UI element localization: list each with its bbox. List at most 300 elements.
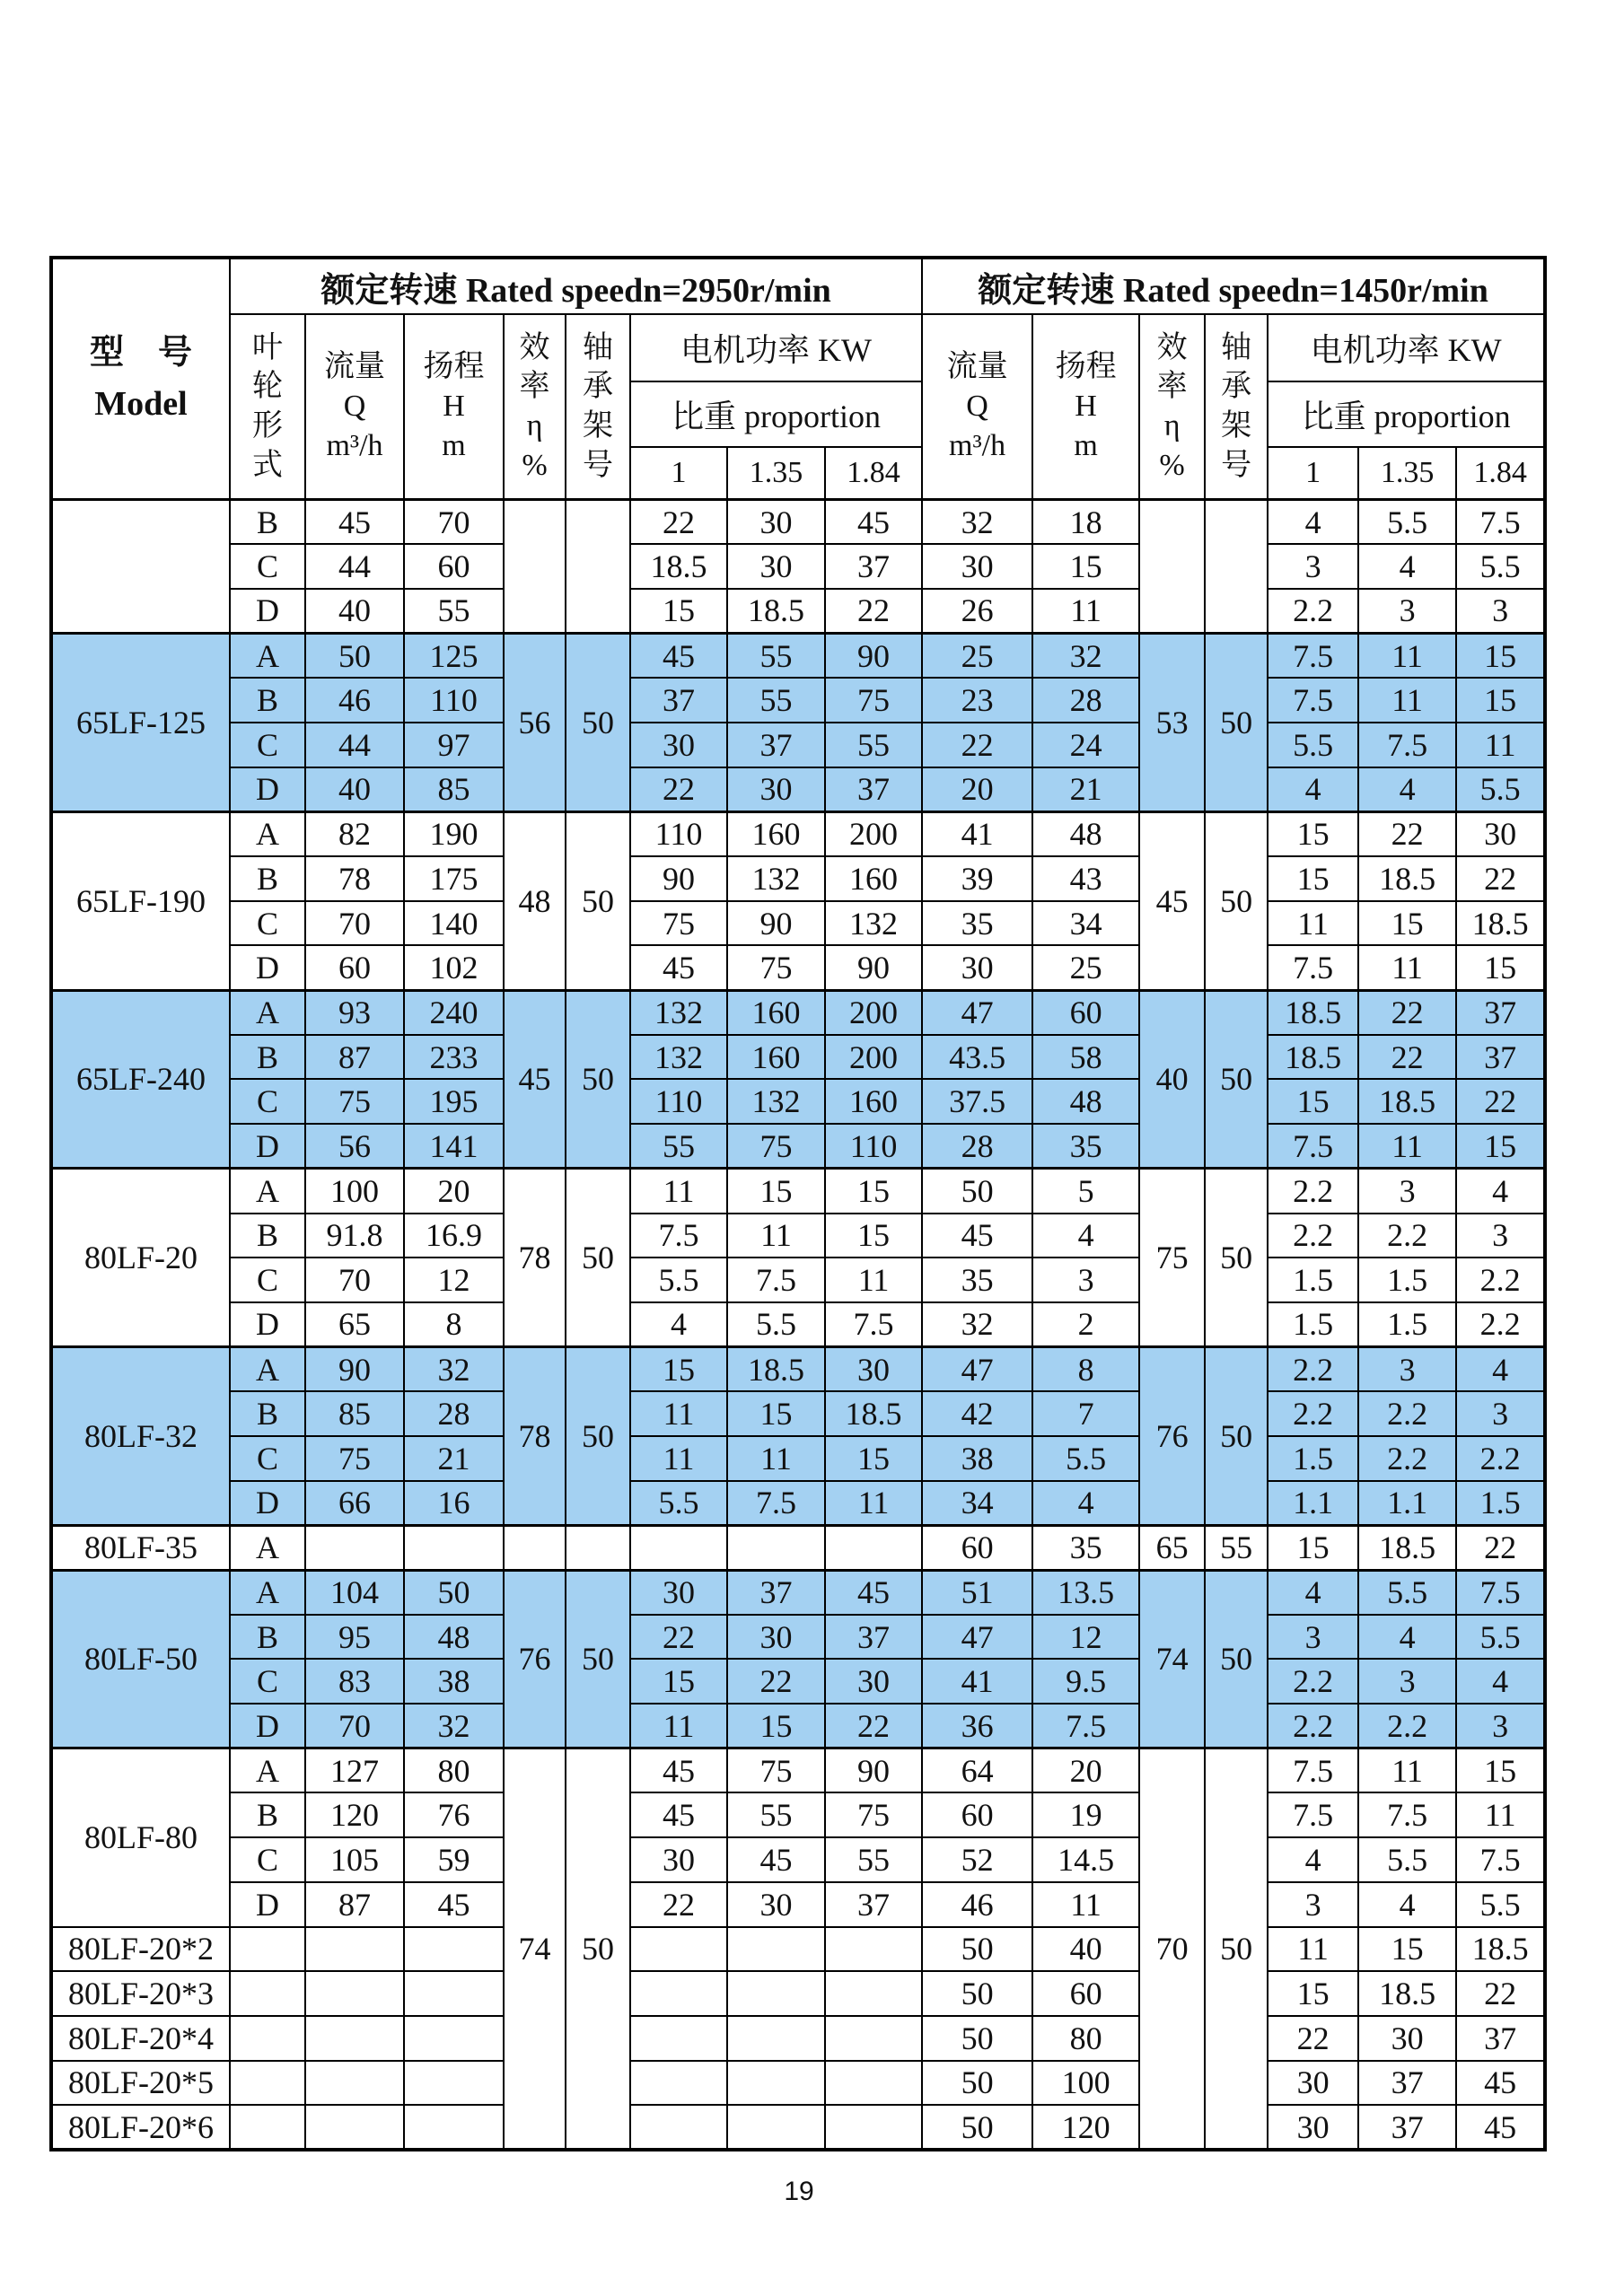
flow-1450-cell: 47 — [922, 1615, 1032, 1660]
flow-1450-cell: 45 — [922, 1214, 1032, 1258]
model-cell: 80LF-80 — [51, 1748, 230, 1927]
power-1450-ratio1-cell: 18.5 — [1268, 990, 1358, 1035]
power-1450-ratio2-cell: 11 — [1358, 1748, 1456, 1793]
flow-1450-cell: 50 — [922, 2016, 1032, 2061]
flow-2950-cell: 60 — [305, 945, 404, 990]
flow-1450-cell: 20 — [922, 767, 1032, 812]
power-2950-ratio1-cell: 22 — [630, 500, 727, 545]
power-1450-ratio3-cell: 45 — [1456, 2061, 1545, 2106]
power-2950-ratio1-cell — [630, 2061, 727, 2106]
flow-2950-cell: 70 — [305, 1258, 404, 1302]
table-row — [51, 634, 1545, 679]
head-1450-cell: 100 — [1032, 2061, 1139, 2106]
impeller-cell: A — [230, 1525, 305, 1570]
power-2950-ratio2-cell: 22 — [727, 1659, 825, 1704]
impeller-cell: D — [230, 1124, 305, 1169]
power-1450-ratio1-cell: 7.5 — [1268, 1748, 1358, 1793]
power-2950-ratio3-cell — [825, 1927, 922, 1972]
power-2950-ratio1-cell: 110 — [630, 811, 727, 856]
flow-1450-cell: 26 — [922, 589, 1032, 634]
power-2950-ratio1-cell: 55 — [630, 1124, 727, 1169]
power-1450-ratio3-cell: 30 — [1456, 811, 1545, 856]
flow-2950-cell: 75 — [305, 1436, 404, 1481]
flow-1450-cell: 37.5 — [922, 1079, 1032, 1124]
flow-2950-cell — [305, 1971, 404, 2016]
flow-2950-cell — [305, 2016, 404, 2061]
head-1450-cell: 48 — [1032, 811, 1139, 856]
flow-1450-cell: 38 — [922, 1436, 1032, 1481]
power-2950-ratio2-cell: 30 — [727, 767, 825, 812]
table-row — [51, 1971, 1545, 2016]
table-row — [51, 1079, 1545, 1124]
flow-1450-cell: 30 — [922, 945, 1032, 990]
flow-2950-cell — [305, 1927, 404, 1972]
head-2950-cell: 48 — [404, 1615, 504, 1660]
power-1450-ratio3-cell: 22 — [1456, 1971, 1545, 2016]
power-1450-ratio3-cell: 4 — [1456, 1347, 1545, 1392]
power-2950-ratio3-cell: 30 — [825, 1659, 922, 1704]
bearing-1450-cell: 50 — [1205, 634, 1268, 812]
power-2950-ratio3-cell: 132 — [825, 901, 922, 946]
power-2950-ratio2-cell: 37 — [727, 723, 825, 767]
efficiency-1450-cell: 45 — [1139, 811, 1205, 990]
flow-2950-cell: 85 — [305, 1391, 404, 1436]
power-1450-ratio1-cell: 1.5 — [1268, 1258, 1358, 1302]
impeller-cell: C — [230, 1837, 305, 1882]
power-2950-ratio1-cell: 4 — [630, 1302, 727, 1347]
efficiency-2950-cell: 74 — [504, 1748, 566, 2150]
bearing-2950-cell — [566, 500, 630, 634]
power-1450-ratio3-cell: 15 — [1456, 945, 1545, 990]
power-2950-ratio1-cell: 30 — [630, 1570, 727, 1615]
efficiency-2950-cell: 48 — [504, 811, 566, 990]
ratio-184-1450-header: 1.84 — [1456, 447, 1545, 500]
power-2950-ratio3-cell: 45 — [825, 1570, 922, 1615]
power-2950-ratio1-cell: 11 — [630, 1704, 727, 1748]
power-2950-ratio1-cell — [630, 1525, 727, 1570]
bearing-2950-cell: 50 — [566, 1169, 630, 1347]
bearing-2950-cell: 50 — [566, 811, 630, 990]
table-row — [51, 1792, 1545, 1837]
power-1450-ratio1-cell: 18.5 — [1268, 1035, 1358, 1080]
table-row — [51, 1704, 1545, 1748]
bearing-2950-cell: 50 — [566, 1570, 630, 1748]
ratio-135-2950-header: 1.35 — [727, 447, 825, 500]
power-1450-ratio3-cell: 15 — [1456, 678, 1545, 723]
power-2950-ratio2-cell: 75 — [727, 1124, 825, 1169]
head-2950-cell: 59 — [404, 1837, 504, 1882]
power-2950-ratio1-cell: 5.5 — [630, 1481, 727, 1526]
bearing-1450-cell: 50 — [1205, 1570, 1268, 1748]
power-1450-ratio2-cell: 5.5 — [1358, 500, 1456, 545]
impeller-cell — [230, 2105, 305, 2150]
power-2950-ratio1-cell — [630, 1927, 727, 1972]
flow-2950-cell: 75 — [305, 1079, 404, 1124]
power-2950-ratio3-cell: 37 — [825, 767, 922, 812]
power-2950-ratio2-cell: 7.5 — [727, 1481, 825, 1526]
flow-2950-cell: 40 — [305, 589, 404, 634]
flow-2950-cell: 90 — [305, 1347, 404, 1392]
power-2950-ratio2-cell: 30 — [727, 1882, 825, 1927]
power-1450-ratio1-cell: 3 — [1268, 1882, 1358, 1927]
table-row — [51, 1525, 1545, 1570]
table-row — [51, 2105, 1545, 2150]
head-1450-cell: 40 — [1032, 1927, 1139, 1972]
power-1450-ratio3-cell: 2.2 — [1456, 1258, 1545, 1302]
impeller-cell: A — [230, 990, 305, 1035]
power-1450-ratio1-cell: 4 — [1268, 500, 1358, 545]
flow-1450-cell: 28 — [922, 1124, 1032, 1169]
head-2950-cell: 60 — [404, 544, 504, 589]
power-1450-ratio3-cell: 2.2 — [1456, 1436, 1545, 1481]
flow-2950-cell: 40 — [305, 767, 404, 812]
model-cell: 65LF-125 — [51, 634, 230, 812]
flow-2950-cell: 44 — [305, 544, 404, 589]
power-1450-ratio1-cell: 2.2 — [1268, 1391, 1358, 1436]
power-1450-ratio1-cell: 11 — [1268, 901, 1358, 946]
table-row — [51, 1659, 1545, 1704]
power-1450-ratio1-cell: 2.2 — [1268, 1659, 1358, 1704]
head-2950-cell: 102 — [404, 945, 504, 990]
power-1450-ratio1-cell: 7.5 — [1268, 945, 1358, 990]
head-2950-cell: 125 — [404, 634, 504, 679]
power-2950-ratio3-cell: 55 — [825, 1837, 922, 1882]
power-2950-ratio2-cell — [727, 1971, 825, 2016]
head-1450-cell: 7 — [1032, 1391, 1139, 1436]
power-2950-ratio2-cell: 55 — [727, 634, 825, 679]
impeller-cell: C — [230, 901, 305, 946]
power-2950-ratio2-cell: 30 — [727, 500, 825, 545]
table-row — [51, 1124, 1545, 1169]
flow-2950-cell: 91.8 — [305, 1214, 404, 1258]
proportion-2950-header: 比重 proportion — [630, 381, 922, 447]
head-1450-cell: 20 — [1032, 1748, 1139, 1793]
power-1450-ratio1-cell: 2.2 — [1268, 1704, 1358, 1748]
table-row — [51, 1927, 1545, 1972]
efficiency-1450-cell: 74 — [1139, 1570, 1205, 1748]
model-cell: 80LF-20*2 — [51, 1927, 230, 1972]
impeller-cell: D — [230, 1302, 305, 1347]
power-2950-ratio3-cell: 75 — [825, 1792, 922, 1837]
power-1450-ratio3-cell: 7.5 — [1456, 1570, 1545, 1615]
flow-1450-cell: 50 — [922, 1169, 1032, 1214]
power-2950-ratio1-cell: 5.5 — [630, 1258, 727, 1302]
power-1450-ratio1-cell: 7.5 — [1268, 1792, 1358, 1837]
power-2950-ratio1-cell — [630, 1971, 727, 2016]
power-2950-ratio2-cell: 18.5 — [727, 1347, 825, 1392]
flow-2950-cell: 50 — [305, 634, 404, 679]
power-1450-ratio1-cell: 15 — [1268, 1971, 1358, 2016]
flow-1450-cell: 64 — [922, 1748, 1032, 1793]
flow-1450-cell: 41 — [922, 811, 1032, 856]
head-1450-cell: 48 — [1032, 1079, 1139, 1124]
power-2950-ratio1-cell: 110 — [630, 1079, 727, 1124]
head-2950-cell: 190 — [404, 811, 504, 856]
efficiency-2950-cell: 76 — [504, 1570, 566, 1748]
efficiency-2950-cell — [504, 500, 566, 634]
power-2950-ratio1-cell: 45 — [630, 1792, 727, 1837]
power-1450-ratio3-cell: 3 — [1456, 589, 1545, 634]
power-2950-ratio2-cell: 160 — [727, 990, 825, 1035]
power-1450-ratio3-cell: 11 — [1456, 1792, 1545, 1837]
table-row — [51, 589, 1545, 634]
power-1450-ratio3-cell: 1.5 — [1456, 1481, 1545, 1526]
ratio-1-2950-header: 1 — [630, 447, 727, 500]
power-2950-ratio3-cell: 11 — [825, 1481, 922, 1526]
head-2950-cell: 110 — [404, 678, 504, 723]
power-1450-ratio2-cell: 11 — [1358, 1124, 1456, 1169]
impeller-cell: A — [230, 1748, 305, 1793]
flow-1450-cell: 41 — [922, 1659, 1032, 1704]
power-2950-ratio3-cell — [825, 2016, 922, 2061]
efficiency-1450-cell: 76 — [1139, 1347, 1205, 1526]
power-2950-ratio3-cell: 37 — [825, 1615, 922, 1660]
power-1450-ratio1-cell: 4 — [1268, 1570, 1358, 1615]
power-1450-ratio1-cell: 3 — [1268, 544, 1358, 589]
power-2950-ratio3-cell: 11 — [825, 1258, 922, 1302]
flow-1450-cell: 43.5 — [922, 1035, 1032, 1080]
power-1450-ratio2-cell: 22 — [1358, 811, 1456, 856]
flow-1450-cell: 32 — [922, 500, 1032, 545]
efficiency-2950-cell: 56 — [504, 634, 566, 812]
table-row — [51, 1035, 1545, 1080]
impeller-cell: C — [230, 1659, 305, 1704]
impeller-cell: A — [230, 1570, 305, 1615]
impeller-cell: B — [230, 856, 305, 901]
flow-2950-cell: 100 — [305, 1169, 404, 1214]
flow-2950-cell: 105 — [305, 1837, 404, 1882]
table-row — [51, 2061, 1545, 2106]
power-2950-ratio3-cell: 15 — [825, 1169, 922, 1214]
head-2950-cell — [404, 2105, 504, 2150]
power-1450-ratio2-cell: 4 — [1358, 1882, 1456, 1927]
head-1450-cell: 7.5 — [1032, 1704, 1139, 1748]
model-cell: 80LF-20 — [51, 1169, 230, 1347]
head-1450-cell: 4 — [1032, 1214, 1139, 1258]
efficiency-1450-cell: 53 — [1139, 634, 1205, 812]
power-2950-ratio3-cell: 7.5 — [825, 1302, 922, 1347]
head-1450-cell: 5 — [1032, 1169, 1139, 1214]
power-1450-ratio1-cell: 30 — [1268, 2105, 1358, 2150]
power-1450-ratio3-cell: 22 — [1456, 856, 1545, 901]
head-1450-cell: 15 — [1032, 544, 1139, 589]
table-row — [51, 901, 1545, 946]
power-1450-ratio1-cell: 2.2 — [1268, 1347, 1358, 1392]
power-2950-ratio3-cell: 15 — [825, 1436, 922, 1481]
impeller-cell: A — [230, 811, 305, 856]
efficiency-1450-cell: 70 — [1139, 1748, 1205, 2150]
power-1450-ratio2-cell: 15 — [1358, 1927, 1456, 1972]
flow-1450-cell: 52 — [922, 1837, 1032, 1882]
power-1450-ratio3-cell: 18.5 — [1456, 1927, 1545, 1972]
power-2950-ratio3-cell: 160 — [825, 856, 922, 901]
power-1450-ratio1-cell: 7.5 — [1268, 678, 1358, 723]
power-1450-ratio1-cell: 15 — [1268, 1525, 1358, 1570]
impeller-cell: C — [230, 544, 305, 589]
flow-1450-cell: 22 — [922, 723, 1032, 767]
power-1450-ratio2-cell: 4 — [1358, 1615, 1456, 1660]
power-1450-ratio3-cell: 3 — [1456, 1214, 1545, 1258]
flow-1450-cell: 42 — [922, 1391, 1032, 1436]
model-cell — [51, 500, 230, 634]
power-1450-ratio3-cell: 7.5 — [1456, 500, 1545, 545]
power-2950-ratio2-cell: 15 — [727, 1704, 825, 1748]
efficiency-1450-cell: 40 — [1139, 990, 1205, 1169]
flow-2950-header: 流量 Q m³/h — [305, 314, 404, 500]
power-2950-ratio3-cell: 90 — [825, 945, 922, 990]
pump-spec-table — [49, 256, 1547, 2151]
power-2950-ratio3-cell: 200 — [825, 1035, 922, 1080]
model-cell: 80LF-50 — [51, 1570, 230, 1748]
table-row — [51, 1302, 1545, 1347]
motor-power-1450-header: 电机功率 KW — [1268, 314, 1545, 381]
power-2950-ratio1-cell: 15 — [630, 1659, 727, 1704]
flow-1450-cell: 34 — [922, 1481, 1032, 1526]
head-1450-cell: 60 — [1032, 990, 1139, 1035]
bearing-2950-cell: 50 — [566, 990, 630, 1169]
table-row — [51, 1748, 1545, 1793]
head-1450-cell: 35 — [1032, 1124, 1139, 1169]
efficiency-1450-header: 效 率 η % — [1139, 314, 1205, 500]
bearing-1450-cell: 50 — [1205, 1748, 1268, 2150]
table-row — [51, 544, 1545, 589]
power-1450-ratio2-cell: 1.1 — [1358, 1481, 1456, 1526]
flow-2950-cell — [305, 2105, 404, 2150]
bearing-1450-cell — [1205, 500, 1268, 634]
power-1450-ratio3-cell: 37 — [1456, 2016, 1545, 2061]
ratio-184-2950-header: 1.84 — [825, 447, 922, 500]
flow-1450-header: 流量 Q m³/h — [922, 314, 1032, 500]
model-cell: 80LF-20*5 — [51, 2061, 230, 2106]
power-2950-ratio3-cell: 200 — [825, 990, 922, 1035]
model-header — [51, 258, 230, 500]
power-1450-ratio2-cell: 2.2 — [1358, 1214, 1456, 1258]
flow-2950-cell: 78 — [305, 856, 404, 901]
table-row — [51, 1258, 1545, 1302]
head-2950-cell — [404, 2061, 504, 2106]
head-1450-cell: 11 — [1032, 589, 1139, 634]
head-1450-cell: 21 — [1032, 767, 1139, 812]
power-1450-ratio2-cell: 30 — [1358, 2016, 1456, 2061]
impeller-cell: D — [230, 1704, 305, 1748]
model-cell: 80LF-35 — [51, 1525, 230, 1570]
head-2950-cell: 50 — [404, 1570, 504, 1615]
flow-2950-cell: 46 — [305, 678, 404, 723]
efficiency-1450-cell — [1139, 500, 1205, 634]
efficiency-1450-cell: 65 — [1139, 1525, 1205, 1570]
flow-1450-cell: 32 — [922, 1302, 1032, 1347]
impeller-cell: D — [230, 1481, 305, 1526]
power-1450-ratio1-cell: 15 — [1268, 811, 1358, 856]
impeller-cell: D — [230, 945, 305, 990]
head-2950-cell: 140 — [404, 901, 504, 946]
power-2950-ratio3-cell: 90 — [825, 634, 922, 679]
head-2950-cell — [404, 1525, 504, 1570]
power-1450-ratio1-cell: 1.5 — [1268, 1436, 1358, 1481]
impeller-cell: B — [230, 1615, 305, 1660]
power-2950-ratio2-cell — [727, 1927, 825, 1972]
page-number: 19 — [784, 2177, 814, 2206]
head-1450-cell: 34 — [1032, 901, 1139, 946]
power-2950-ratio1-cell: 11 — [630, 1169, 727, 1214]
head-2950-cell: 55 — [404, 589, 504, 634]
power-2950-ratio1-cell: 11 — [630, 1436, 727, 1481]
impeller-cell: A — [230, 1169, 305, 1214]
power-1450-ratio2-cell: 3 — [1358, 1659, 1456, 1704]
header-row-1 — [51, 314, 1545, 381]
motor-power-2950-header: 电机功率 KW — [630, 314, 922, 381]
head-1450-cell: 9.5 — [1032, 1659, 1139, 1704]
proportion-1450-header: 比重 proportion — [1268, 381, 1545, 447]
model-header-en: Model — [94, 385, 188, 423]
impeller-cell: B — [230, 1214, 305, 1258]
power-2950-ratio1-cell — [630, 2105, 727, 2150]
power-2950-ratio3-cell: 90 — [825, 1748, 922, 1793]
power-2950-ratio2-cell: 7.5 — [727, 1258, 825, 1302]
table-body — [51, 500, 1545, 2150]
power-1450-ratio1-cell: 4 — [1268, 1837, 1358, 1882]
impeller-cell — [230, 2016, 305, 2061]
table-row — [51, 1481, 1545, 1526]
head-2950-cell: 8 — [404, 1302, 504, 1347]
power-2950-ratio1-cell: 30 — [630, 1837, 727, 1882]
head-2950-cell: 16 — [404, 1481, 504, 1526]
power-1450-ratio1-cell: 11 — [1268, 1927, 1358, 1972]
power-2950-ratio2-cell: 55 — [727, 1792, 825, 1837]
power-1450-ratio3-cell: 2.2 — [1456, 1302, 1545, 1347]
table-row — [51, 945, 1545, 990]
ratio-1-1450-header: 1 — [1268, 447, 1358, 500]
impeller-cell: D — [230, 1882, 305, 1927]
flow-1450-cell: 30 — [922, 544, 1032, 589]
power-1450-ratio3-cell: 4 — [1456, 1659, 1545, 1704]
table-row — [51, 1837, 1545, 1882]
flow-2950-cell: 87 — [305, 1035, 404, 1080]
head-1450-cell: 35 — [1032, 1525, 1139, 1570]
power-2950-ratio2-cell: 11 — [727, 1214, 825, 1258]
head-1450-cell: 60 — [1032, 1971, 1139, 2016]
power-1450-ratio3-cell: 7.5 — [1456, 1837, 1545, 1882]
impeller-cell: B — [230, 678, 305, 723]
power-1450-ratio3-cell: 5.5 — [1456, 767, 1545, 812]
title-row — [51, 258, 1545, 314]
head-2950-cell: 240 — [404, 990, 504, 1035]
head-2950-cell: 20 — [404, 1169, 504, 1214]
power-1450-ratio2-cell: 1.5 — [1358, 1258, 1456, 1302]
head-1450-cell: 43 — [1032, 856, 1139, 901]
bearing-1450-cell: 50 — [1205, 811, 1268, 990]
power-1450-ratio3-cell: 11 — [1456, 723, 1545, 767]
power-1450-ratio3-cell: 4 — [1456, 1169, 1545, 1214]
table-row — [51, 1214, 1545, 1258]
impeller-cell: A — [230, 634, 305, 679]
power-1450-ratio1-cell: 5.5 — [1268, 723, 1358, 767]
power-1450-ratio3-cell: 5.5 — [1456, 1882, 1545, 1927]
head-2950-header: 扬程 H m — [404, 314, 504, 500]
power-2950-ratio1-cell: 132 — [630, 1035, 727, 1080]
power-2950-ratio3-cell: 18.5 — [825, 1391, 922, 1436]
head-2950-cell — [404, 2016, 504, 2061]
table-row — [51, 500, 1545, 545]
power-1450-ratio2-cell: 5.5 — [1358, 1570, 1456, 1615]
flow-1450-cell: 36 — [922, 1704, 1032, 1748]
impeller-cell: B — [230, 1792, 305, 1837]
power-2950-ratio3-cell: 22 — [825, 1704, 922, 1748]
rated-speed-1450-header: 额定转速 Rated speedn=1450r/min — [922, 258, 1545, 314]
power-2950-ratio1-cell: 22 — [630, 767, 727, 812]
power-2950-ratio2-cell: 160 — [727, 1035, 825, 1080]
power-1450-ratio1-cell: 1.1 — [1268, 1481, 1358, 1526]
